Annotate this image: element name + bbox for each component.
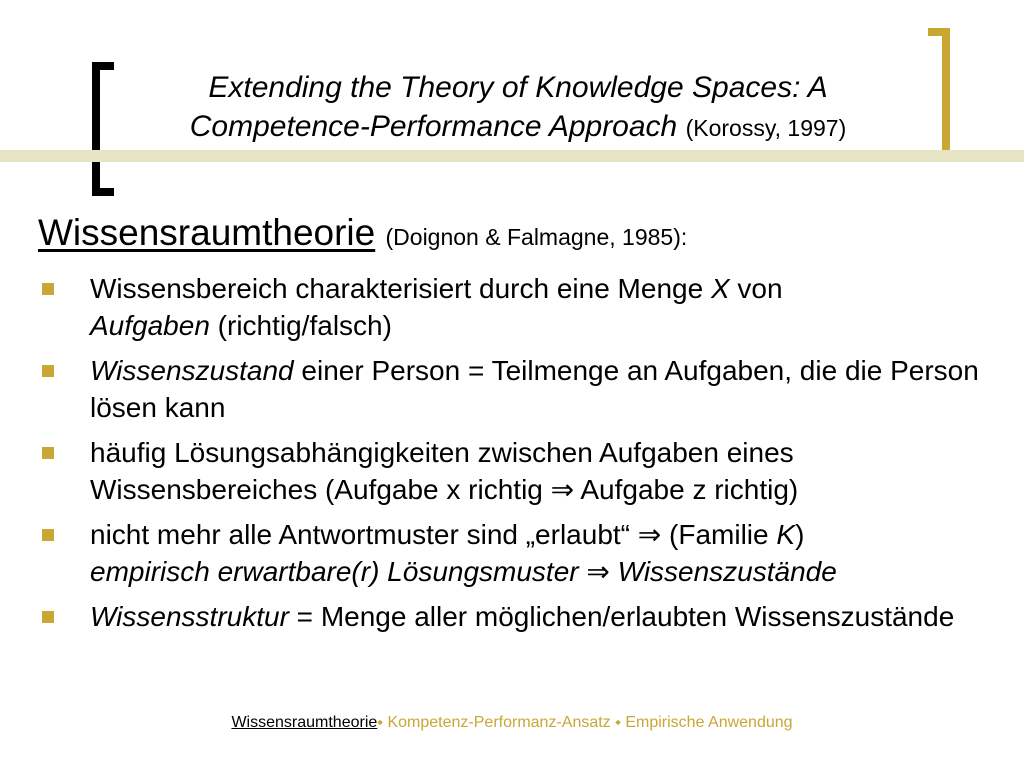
- bullet-item: häufig Lösungsabhängigkeiten zwischen Aufgaben eines Wissensbereiches (Aufgabe x richtig ⇒ Aufgabe z richtig): [38, 434, 1018, 508]
- bullet-item: Wissensstruktur = Menge aller möglichen/erlaubten Wissenszustände: [38, 598, 1018, 635]
- diamond-separator-icon: ⬩: [377, 714, 384, 731]
- bullet-square-icon: [42, 365, 54, 377]
- footer-link-wissensraumtheorie[interactable]: Wissensraumtheorie: [231, 714, 378, 731]
- title-band: [0, 150, 1024, 162]
- footer-navigation: [0, 714, 1024, 732]
- heading-text: Wissensraumtheorie: [38, 212, 376, 253]
- bullet-list: [38, 270, 1018, 643]
- heading-citation: (Doignon & Falmagne, 1985):: [385, 224, 688, 250]
- diamond-separator-icon: ⬩: [615, 714, 621, 731]
- right-bracket-decoration: [928, 28, 950, 162]
- left-bracket-decoration: [92, 62, 114, 196]
- title-citation: (Korossy, 1997): [685, 115, 847, 141]
- section-heading: [38, 212, 687, 254]
- bullet-square-icon: [42, 283, 54, 295]
- bullet-item: Wissensbereich charakterisiert durch eine Menge X von Aufgaben (richtig/falsch): [38, 270, 1018, 344]
- footer-link-anwendung[interactable]: Empirische Anwendung: [620, 714, 793, 731]
- footer-link-kompetenz[interactable]: Kompetenz-Performanz-Ansatz: [383, 714, 616, 731]
- bullet-square-icon: [42, 447, 54, 459]
- bullet-item: nicht mehr alle Antwortmuster sind „erlaubt“ ⇒ (Familie K) empirisch erwartbare(r) Lösungsmuster ⇒ Wissenszustände: [38, 516, 1018, 590]
- title-line1: Extending the Theory of Knowledge Spaces: A: [208, 71, 828, 104]
- title-line2: Competence-Performance Approach: [189, 110, 678, 143]
- implies-arrow-icon: ⇒: [586, 556, 610, 587]
- bullet-item: Wissenszustand einer Person = Teilmenge an Aufgaben, die die Person lösen kann: [38, 352, 1018, 426]
- bullet-square-icon: [42, 529, 54, 541]
- implies-arrow-icon: ⇒: [550, 474, 575, 505]
- bullet-square-icon: [42, 611, 54, 623]
- implies-arrow-icon: ⇒: [637, 519, 662, 550]
- slide-title: [118, 68, 918, 148]
